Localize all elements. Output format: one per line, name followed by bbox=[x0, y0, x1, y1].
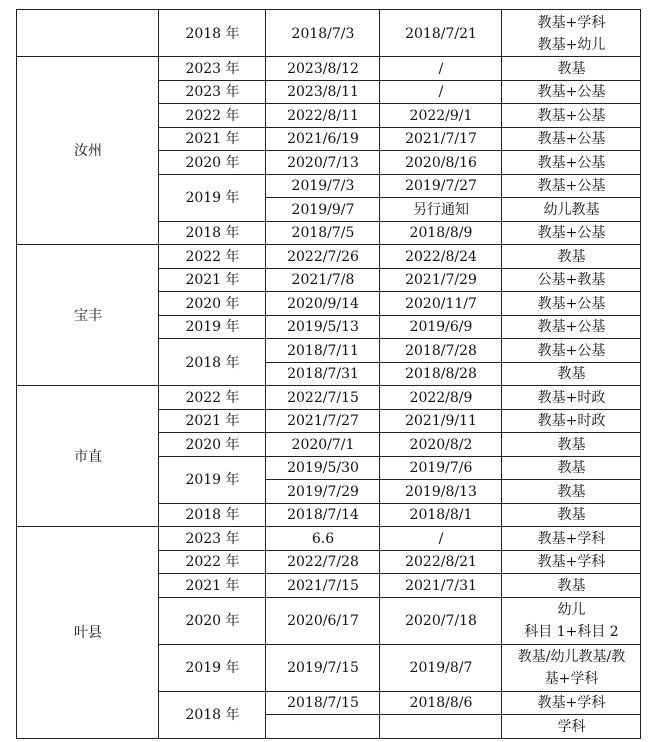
year-cell: 2021 年 bbox=[158, 268, 266, 293]
exam-date-cell: 2020/8/16 bbox=[379, 150, 502, 175]
signup-date-cell: 2020/6/17 bbox=[265, 597, 380, 645]
exam-date-cell: 2020/7/18 bbox=[379, 597, 502, 645]
year-cell: 2020 年 bbox=[158, 291, 266, 316]
signup-date-cell: 2021/6/19 bbox=[265, 127, 380, 152]
exam-subject-cell: 教基+公基 bbox=[501, 291, 641, 316]
signup-date-cell: 6.6 bbox=[265, 526, 380, 551]
exam-subject-cell: 幼儿教基 bbox=[501, 197, 641, 222]
signup-date-cell: 2021/7/15 bbox=[265, 573, 380, 598]
year-cell: 2019 年 bbox=[158, 644, 266, 692]
exam-date-cell: 2018/8/9 bbox=[379, 221, 502, 246]
exam-date-cell bbox=[379, 714, 502, 739]
exam-date-cell: 2022/8/9 bbox=[379, 385, 502, 410]
year-cell: 2023 年 bbox=[158, 80, 266, 105]
exam-date-cell: 2019/8/13 bbox=[379, 479, 502, 504]
exam-date-cell: 2021/7/29 bbox=[379, 268, 502, 293]
signup-date-cell: 2018/7/11 bbox=[265, 338, 380, 363]
exam-subject-cell: 教基+学科 bbox=[501, 691, 641, 716]
exam-subject-cell: 教基 bbox=[501, 362, 641, 387]
year-cell: 2022 年 bbox=[158, 244, 266, 269]
signup-date-cell: 2018/7/15 bbox=[265, 691, 380, 716]
year-cell: 2023 年 bbox=[158, 526, 266, 551]
year-cell: 2018 年 bbox=[158, 9, 266, 57]
year-cell: 2020 年 bbox=[158, 432, 266, 457]
exam-date-cell: 2022/8/24 bbox=[379, 244, 502, 269]
year-cell: 2019 年 bbox=[158, 174, 266, 222]
signup-date-cell: 2018/7/5 bbox=[265, 221, 380, 246]
year-cell: 2022 年 bbox=[158, 103, 266, 128]
region-cell: 市直 bbox=[16, 385, 159, 527]
year-cell: 2023 年 bbox=[158, 56, 266, 81]
exam-subject-cell: 教基+公基 bbox=[501, 103, 641, 128]
year-cell: 2018 年 bbox=[158, 221, 266, 246]
exam-subject-cell: 教基+公基 bbox=[501, 315, 641, 340]
exam-date-cell: 2018/8/6 bbox=[379, 691, 502, 716]
signup-date-cell: 2020/7/1 bbox=[265, 432, 380, 457]
year-cell: 2021 年 bbox=[158, 573, 266, 598]
exam-date-cell: 2019/7/27 bbox=[379, 174, 502, 199]
signup-date-cell: 2020/9/14 bbox=[265, 291, 380, 316]
exam-subject-cell: 教基 bbox=[501, 432, 641, 457]
exam-subject-cell: 学科 bbox=[501, 714, 641, 739]
year-cell: 2022 年 bbox=[158, 385, 266, 410]
signup-date-cell: 2023/8/11 bbox=[265, 80, 380, 105]
exam-date-cell: 2022/9/1 bbox=[379, 103, 502, 128]
exam-subject-cell: 教基+公基 bbox=[501, 221, 641, 246]
exam-subject-cell: 教基+公基 bbox=[501, 127, 641, 152]
region-cell: 宝丰 bbox=[16, 244, 159, 386]
signup-date-cell: 2018/7/31 bbox=[265, 362, 380, 387]
exam-date-cell: 2019/8/7 bbox=[379, 644, 502, 692]
exam-date-cell: 2018/7/21 bbox=[379, 9, 502, 57]
exam-subject-cell: 教基 bbox=[501, 56, 641, 81]
signup-date-cell: 2020/7/13 bbox=[265, 150, 380, 175]
exam-date-cell: / bbox=[379, 526, 502, 551]
year-cell: 2019 年 bbox=[158, 315, 266, 340]
exam-date-cell: 2018/8/28 bbox=[379, 362, 502, 387]
year-cell: 2018 年 bbox=[158, 691, 266, 739]
table-right-border bbox=[640, 9, 641, 738]
exam-date-cell: 2020/11/7 bbox=[379, 291, 502, 316]
signup-date-cell: 2022/7/26 bbox=[265, 244, 380, 269]
signup-date-cell: 2018/7/14 bbox=[265, 503, 380, 528]
region-cell: 叶县 bbox=[16, 526, 159, 739]
exam-subject-cell: 教基+学科 bbox=[501, 550, 641, 575]
exam-subject-cell: 教基+时政 bbox=[501, 409, 641, 434]
signup-date-cell: 2019/9/7 bbox=[265, 197, 380, 222]
exam-date-cell: 2021/9/11 bbox=[379, 409, 502, 434]
year-cell: 2020 年 bbox=[158, 150, 266, 175]
exam-subject-cell: 教基+公基 bbox=[501, 338, 641, 363]
signup-date-cell: 2021/7/27 bbox=[265, 409, 380, 434]
exam-date-cell: / bbox=[379, 56, 502, 81]
exam-subject-cell: 教基 bbox=[501, 503, 641, 528]
exam-subject-cell: 幼儿 科目 1+科目 2 bbox=[501, 597, 641, 645]
exam-subject-cell: 教基+学科 bbox=[501, 526, 641, 551]
exam-subject-cell: 教基+学科 教基+幼儿 bbox=[501, 9, 641, 57]
signup-date-cell: 2019/5/30 bbox=[265, 456, 380, 481]
signup-date-cell: 2022/7/15 bbox=[265, 385, 380, 410]
exam-date-cell: 2021/7/31 bbox=[379, 573, 502, 598]
region-cell: 汝州 bbox=[16, 56, 159, 245]
exam-subject-cell: 教基 bbox=[501, 573, 641, 598]
signup-date-cell: 2019/7/3 bbox=[265, 174, 380, 199]
signup-date-cell: 2022/7/28 bbox=[265, 550, 380, 575]
exam-subject-cell: 教基 bbox=[501, 456, 641, 481]
year-cell: 2021 年 bbox=[158, 127, 266, 152]
table-bottom-border bbox=[16, 738, 641, 739]
signup-date-cell: 2019/7/15 bbox=[265, 644, 380, 692]
year-cell: 2021 年 bbox=[158, 409, 266, 434]
signup-date-cell: 2021/7/8 bbox=[265, 268, 380, 293]
exam-date-cell: 2018/8/1 bbox=[379, 503, 502, 528]
exam-date-cell: 2019/6/9 bbox=[379, 315, 502, 340]
exam-subject-cell: 教基 bbox=[501, 479, 641, 504]
year-cell: 2022 年 bbox=[158, 550, 266, 575]
exam-subject-cell: 教基 bbox=[501, 244, 641, 269]
exam-date-cell: 2021/7/17 bbox=[379, 127, 502, 152]
year-cell: 2018 年 bbox=[158, 503, 266, 528]
exam-subject-cell: 教基+公基 bbox=[501, 80, 641, 105]
exam-date-cell: / bbox=[379, 80, 502, 105]
exam-subject-cell: 教基+公基 bbox=[501, 174, 641, 199]
year-cell: 2020 年 bbox=[158, 597, 266, 645]
exam-date-cell: 2019/7/6 bbox=[379, 456, 502, 481]
signup-date-cell: 2018/7/3 bbox=[265, 9, 380, 57]
exam-subject-cell: 教基+公基 bbox=[501, 150, 641, 175]
signup-date-cell: 2023/8/12 bbox=[265, 56, 380, 81]
exam-date-cell: 2020/8/2 bbox=[379, 432, 502, 457]
exam-date-cell: 2022/8/21 bbox=[379, 550, 502, 575]
exam-date-cell: 另行通知 bbox=[379, 197, 502, 222]
signup-date-cell: 2022/8/11 bbox=[265, 103, 380, 128]
year-cell: 2018 年 bbox=[158, 338, 266, 386]
exam-subject-cell: 公基+教基 bbox=[501, 268, 641, 293]
year-cell: 2019 年 bbox=[158, 456, 266, 504]
exam-subject-cell: 教基/幼儿教基/教 基+学科 bbox=[501, 644, 641, 692]
region-cell bbox=[16, 9, 159, 57]
exam-date-cell: 2018/7/28 bbox=[379, 338, 502, 363]
signup-date-cell: 2019/5/13 bbox=[265, 315, 380, 340]
signup-date-cell: 2019/7/29 bbox=[265, 479, 380, 504]
signup-date-cell bbox=[265, 714, 380, 739]
exam-subject-cell: 教基+时政 bbox=[501, 385, 641, 410]
